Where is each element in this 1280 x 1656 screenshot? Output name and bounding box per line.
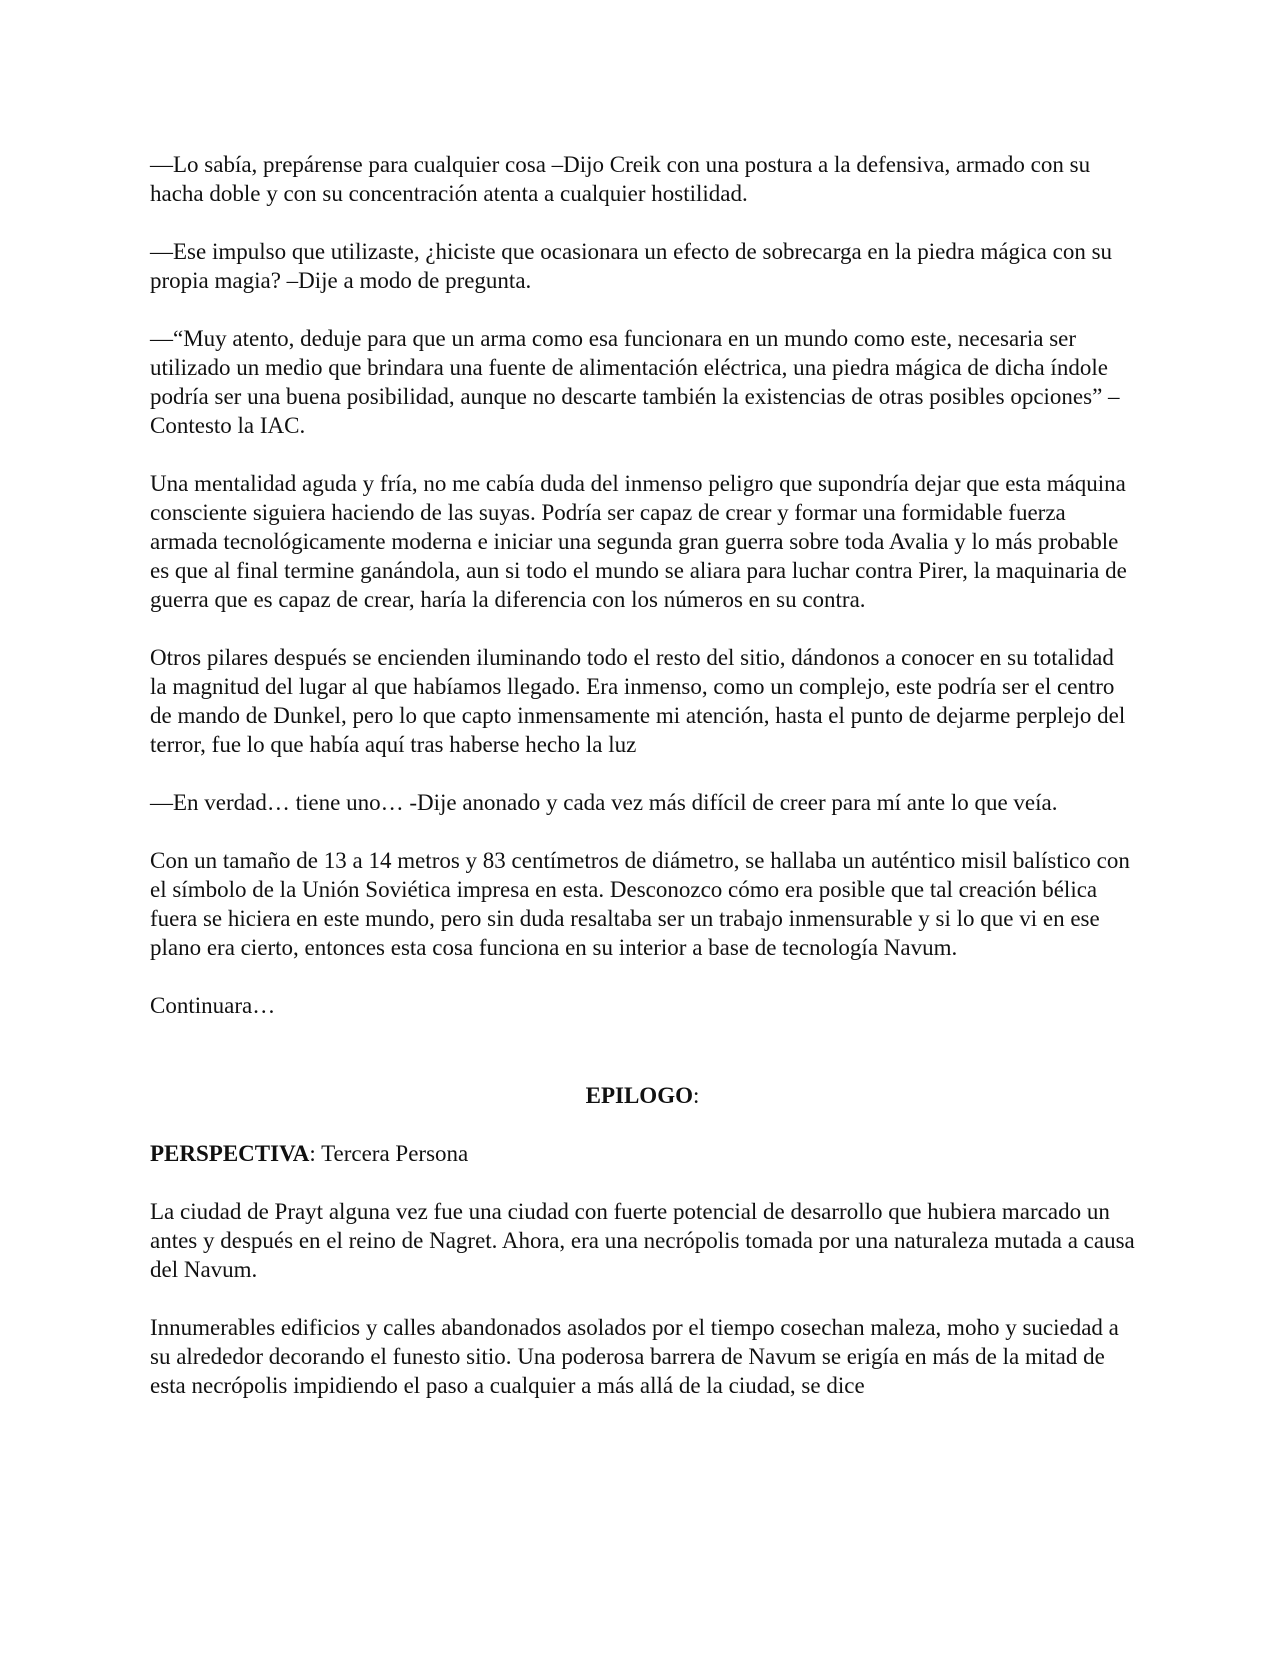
paragraph: Innumerables edificios y calles abandonados asolados por el tiempo cosechan maleza, moho y suciedad a su alrededor decorando el funesto sitio. Una poderosa barrera de Navum se erigía en más de la mitad de esta necrópolis impidiendo el paso a cualquier a más allá de la ciudad, se dice: [150, 1315, 1119, 1398]
epilogue-heading-text: EPILOGO: [585, 1083, 693, 1108]
paragraph: Continuara…: [150, 993, 276, 1018]
paragraph: —Lo sabía, prepárense para cualquier cosa –Dijo Creik con una postura a la defensiva, armado con su hacha doble y con su concentración atenta a cualquier hostilidad.: [150, 152, 1091, 206]
epilogue-heading-colon: :: [692, 1083, 700, 1108]
epilogue-heading: [150, 1081, 1135, 1110]
perspective-value: : Tercera Persona: [309, 1141, 469, 1166]
paragraph: La ciudad de Prayt alguna vez fue una ciudad con fuerte potencial de desarrollo que hubiera marcado un antes y después en el reino de Nagret. Ahora, era una necrópolis tomada por una naturaleza mutada a causa del Navum.: [150, 1199, 1135, 1282]
paragraph: Con un tamaño de 13 a 14 metros y 83 centímetros de diámetro, se hallaba un auténtico misil balístico con el símbolo de la Unión Soviética impresa en esta. Desconozco cómo era posible que tal creación bélica fuera se hiciera en este mundo, pero sin duda resaltaba ser un trabajo inmensurable y si lo que vi en ese plano era cierto, entonces esta cosa funciona en su interior a base de tecnología Navum.: [150, 848, 1130, 960]
paragraph: —Ese impulso que utilizaste, ¿hiciste que ocasionara un efecto de sobrecarga en la piedra mágica con su propia magia? –Dije a modo de pregunta.: [150, 239, 1113, 293]
paragraph: Una mentalidad aguda y fría, no me cabía duda del inmenso peligro que supondría dejar que esta máquina consciente siguiera haciendo de las suyas. Podría ser capaz de crear y formar una formidable fuerza armada tecnológicamente moderna e iniciar una segunda gran guerra sobre toda Avalia y lo más probable es que al final termine ganándola, aun si todo el mundo se aliara para luchar contra Pirer, la maquinaria de guerra que es capaz de crear, haría la diferencia con los números en su contra.: [150, 471, 1127, 612]
paragraph: Otros pilares después se encienden iluminando todo el resto del sitio, dándonos a conocer en su totalidad la magnitud del lugar al que habíamos llegado. Era inmenso, como un complejo, este podría ser el centro de mando de Dunkel, pero lo que capto inmensamente mi atención, hasta el punto de dejarme perplejo del terror, fue lo que había aquí tras haberse hecho la luz: [150, 645, 1126, 757]
paragraph: —“Muy atento, deduje para que un arma como esa funcionara en un mundo como este, necesaria ser utilizado un medio que brindara una fuente de alimentación eléctrica, una piedra mágica de dicha índole podría ser una buena posibilidad, aunque no descarte también la existencias de otras posibles opciones” –Contesto la IAC.: [150, 326, 1120, 438]
perspective-line: [150, 1139, 1135, 1168]
paragraph: —En verdad… tiene uno… -Dije anonado y cada vez más difícil de creer para mí ante lo que veía.: [150, 790, 1058, 815]
perspective-label: PERSPECTIVA: [150, 1141, 310, 1166]
document-page: [150, 150, 1135, 1429]
